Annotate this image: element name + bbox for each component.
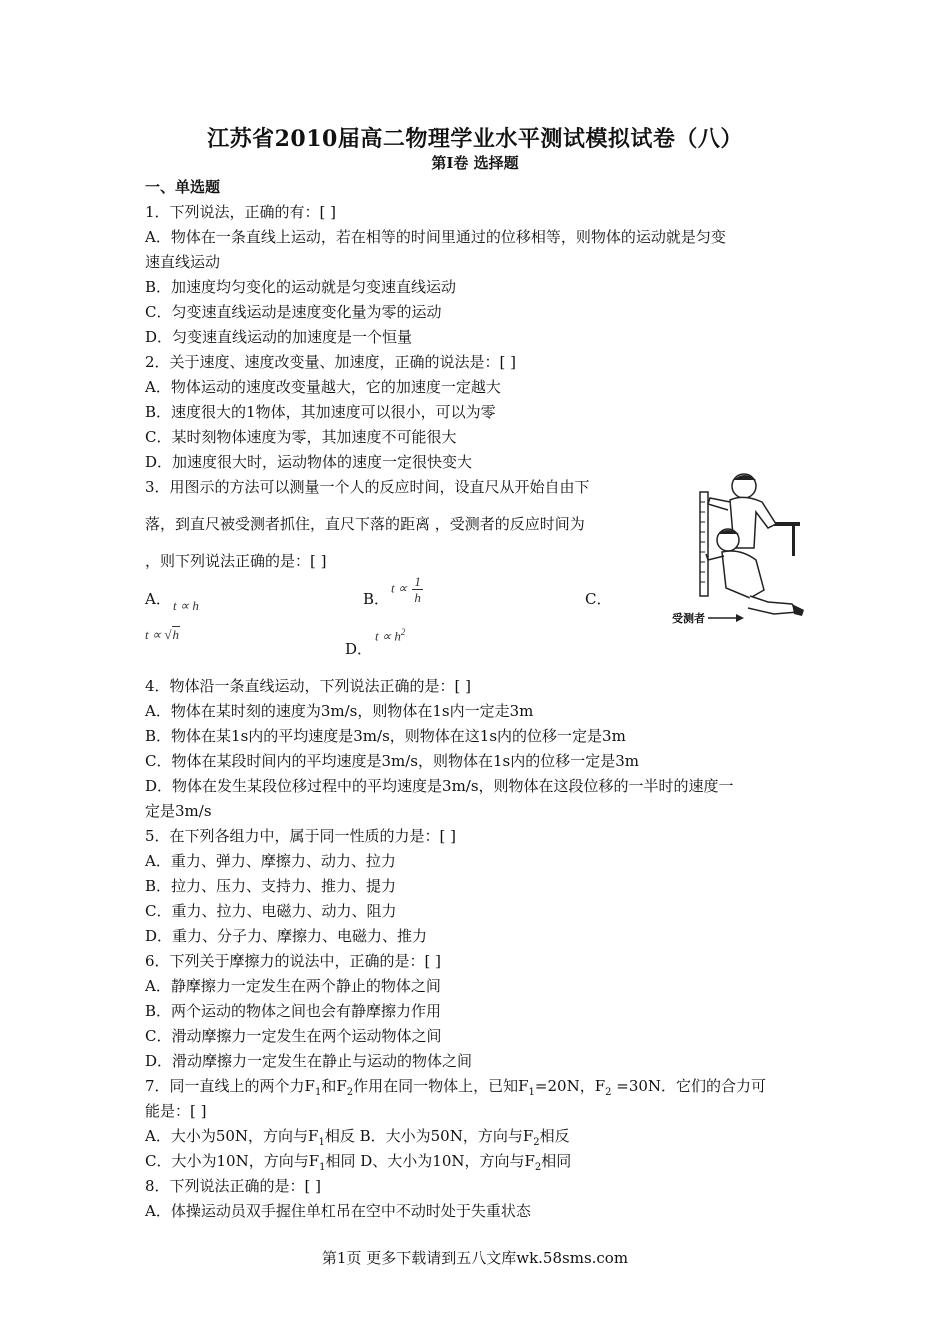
text-line: B．物体在某1s内的平均速度是3m/s，则物体在这1s内的位移一定是3m: [145, 727, 626, 745]
q7-text: 7．同一直线上的两个力F: [145, 1077, 315, 1095]
option-d-base: t ∝ h: [375, 628, 401, 644]
text-line: 落，到直尺被受测者抓住，直尺下落的距离 ，受测者的反应时间为: [145, 515, 585, 533]
text-line: D．物体在发生某段位移过程中的平均速度是3m/s，则物体在这段位移的一半时的速度一: [145, 777, 734, 795]
q7-text: =30N．它们的合力可: [611, 1077, 767, 1095]
text-line: B．拉力、压力、支持力、推力、提力: [145, 877, 397, 895]
text-line: D．加速度很大时，运动物体的速度一定很快变大: [145, 453, 473, 471]
figure-label: 受测者: [672, 612, 705, 625]
text-line: 3．用图示的方法可以测量一个人的反应时间，设直尺从开始自由下: [145, 478, 590, 496]
option-b-prefix: t ∝: [391, 580, 408, 596]
text-line: A．物体运动的速度改变量越大，它的加速度一定越大: [145, 378, 501, 396]
page-footer: 第1页 更多下载请到五八文库wk.58sms.com: [321, 1249, 629, 1267]
text-line: B．速度很大的1物体，其加速度可以很小，可以为零: [145, 403, 496, 421]
text-line: A．静摩擦力一定发生在两个静止的物体之间: [145, 977, 441, 995]
q7-option-text: 相反: [539, 1127, 570, 1145]
text-line: B．加速度均匀变化的运动就是匀变速直线运动: [145, 278, 457, 296]
q7-option-text: A．大小为50N，方向与F: [145, 1127, 319, 1145]
q7-options-cd: [145, 1151, 571, 1178]
radicand: h: [172, 627, 180, 642]
page-subtitle: 第Ⅰ卷 选择题: [431, 154, 519, 172]
subscript: 1: [319, 1162, 326, 1173]
q7-option-text: C．大小为10N，方向与F: [145, 1152, 320, 1170]
option-a-formula: t ∝ h: [173, 598, 199, 613]
option-c-formula: [145, 627, 180, 643]
text-line: C．某时刻物体速度为零，其加速度不可能很大: [145, 428, 457, 446]
option-b-formula: [391, 574, 423, 605]
subscript: 1: [314, 1087, 322, 1098]
text-line: A．重力、弹力、摩擦力、动力、拉力: [145, 852, 396, 870]
q7-option-text: 相同: [541, 1152, 572, 1170]
figure-illustration: [664, 468, 810, 628]
fraction-numerator: 1: [414, 574, 421, 589]
text-line: 定是3m/s: [145, 802, 212, 820]
text-line: 4．物体沿一条直线运动，下列说法正确的是：[ ]: [145, 677, 472, 695]
q7-text: 和F: [321, 1077, 347, 1095]
text-line: C．重力、拉力、电磁力、动力、阻力: [145, 902, 397, 920]
text-line: 6．下列关于摩擦力的说法中，正确的是：[ ]: [145, 952, 442, 970]
option-c-prefix: t ∝: [145, 627, 165, 642]
option-d-label: D．: [345, 640, 373, 658]
text-line: 5．在下列各组力中，属于同一性质的力是：[ ]: [145, 827, 457, 845]
subscript: 2: [605, 1087, 612, 1098]
q7-option-text: 相反 B．大小为50N，方向与F: [324, 1127, 534, 1145]
q7-text: =20N，F: [534, 1077, 606, 1095]
text-line: A．物体在某时刻的速度为3m/s，则物体在1s内一定走3m: [145, 702, 534, 720]
reaction-time-figure: [664, 468, 810, 628]
option-c-label: C．: [585, 590, 612, 608]
q7-line-1: [145, 1076, 766, 1103]
option-a-label: A．: [145, 590, 171, 608]
fraction: [412, 574, 423, 605]
option-d-formula: [375, 627, 405, 644]
subscript: 2: [534, 1162, 542, 1173]
text-line: A．物体在一条直线上运动，若在相等的时间里通过的位移相等，则物体的运动就是匀变: [145, 228, 726, 246]
q7-options-ab: [145, 1126, 570, 1153]
subscript: 1: [528, 1087, 535, 1098]
q7-option-text: 相同 D、大小为10N，方向与F: [325, 1152, 535, 1170]
text-line: ，则下列说法正确的是：[ ]: [145, 552, 327, 570]
text-line: 2．关于速度、速度改变量、加速度，正确的说法是：[ ]: [145, 353, 517, 371]
text-line: C．物体在某段时间内的平均速度是3m/s，则物体在1s内的位移一定是3m: [145, 752, 640, 770]
text-line: C．匀变速直线运动是速度变化量为零的运动: [145, 303, 442, 321]
option-d-exponent: 2: [400, 627, 406, 637]
q7-text: 作用在同一物体上，已知F: [353, 1077, 529, 1095]
subscript: 2: [346, 1087, 354, 1098]
text-line: 速直线运动: [145, 253, 221, 271]
text-line: D．滑动摩擦力一定发生在静止与运动的物体之间: [145, 1052, 473, 1070]
fraction-denominator: h: [414, 590, 421, 605]
page-title: 江苏省2010届高二物理学业水平测试模拟试卷（八）: [207, 126, 743, 152]
sqrt-sign: √: [164, 627, 172, 642]
text-line: C．滑动摩擦力一定发生在两个运动物体之间: [145, 1027, 442, 1045]
text-line: A．体操运动员双手握住单杠吊在空中不动时处于失重状态: [145, 1202, 531, 1220]
text-line: D．匀变速直线运动的加速度是一个恒量: [145, 328, 413, 346]
text-line: D．重力、分子力、摩擦力、电磁力、推力: [145, 927, 428, 945]
text-line: 1．下列说法，正确的有：[ ]: [145, 203, 337, 221]
q7-line-2: 能是：[ ]: [145, 1102, 207, 1120]
section-heading: 一、单选题: [145, 178, 221, 196]
text-line: B．两个运动的物体之间也会有静摩擦力作用: [145, 1002, 442, 1020]
subscript: 2: [533, 1137, 540, 1148]
option-b-label: B．: [363, 590, 390, 608]
text-line: 8．下列说法正确的是：[ ]: [145, 1177, 322, 1195]
subscript: 1: [318, 1137, 325, 1148]
